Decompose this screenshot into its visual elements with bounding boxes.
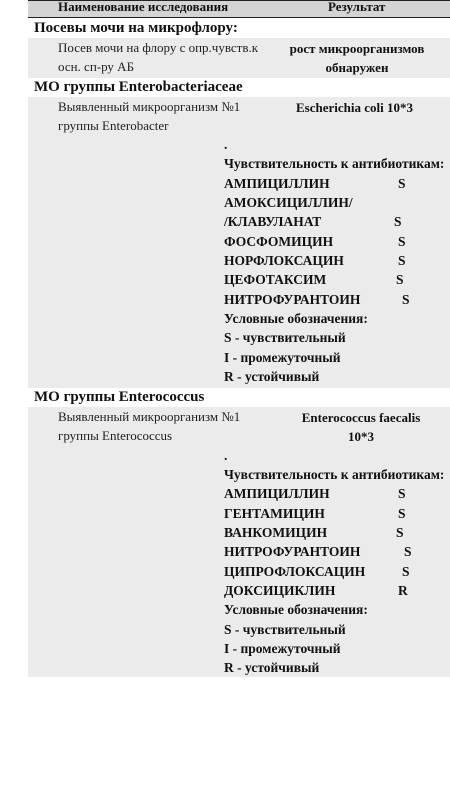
antibiotic-value: S: [402, 292, 410, 307]
antibiotic-name: АМОКСИЦИЛЛИН/: [224, 195, 353, 210]
section-title-enterococcus: МО группы Enterococcus: [28, 388, 450, 407]
antibiotic-value: S: [398, 506, 406, 521]
urine-culture-row: [28, 38, 450, 78]
antibiotic-value: S: [404, 544, 412, 559]
antibiotic-value: S: [398, 253, 406, 268]
column-header-result: Результат: [328, 0, 386, 14]
legend-item: S - чувствительный: [224, 622, 346, 637]
antibiotic-value: S: [396, 525, 404, 540]
antibiotic-name: ВАНКОМИЦИН: [224, 525, 328, 540]
antibiotic-value: S: [398, 486, 406, 501]
column-header-name: Наименование исследования: [58, 0, 229, 14]
organism-label-line: группы Enterococcus: [58, 428, 173, 443]
test-name-line: Посев мочи на флору с опр.чувств.к: [58, 40, 259, 55]
antibiotic-name: ЦЕФОТАКСИМ: [224, 272, 327, 287]
antibiotic-name: ДОКСИЦИКЛИН: [224, 583, 336, 598]
antibiotic-value: S: [402, 564, 410, 579]
antibiotic-name: АМПИЦИЛЛИН: [224, 486, 330, 501]
organism-label-line: Выявленный микроорганизм №1: [58, 99, 241, 114]
separator-dot: .: [224, 448, 228, 463]
organism-result: 10*3: [348, 429, 374, 444]
antibiotic-name: /КЛАВУЛАНАТ: [224, 214, 322, 229]
antibiotic-value: R: [398, 583, 408, 598]
antibiotic-name: НОРФЛОКСАЦИН: [224, 253, 344, 268]
organism-result: Enterococcus faecalis: [301, 410, 421, 425]
section-title-urine-culture: Посевы мочи на микрофлору:: [28, 19, 450, 38]
enterobacteriaceae-block: [28, 97, 450, 388]
legend-item: R - устойчивый: [224, 660, 320, 675]
organism-result: Escherichia coli 10*3: [296, 100, 413, 115]
test-name-line: осн. сп-ру АБ: [58, 59, 135, 74]
legend-item: I - промежуточный: [224, 350, 341, 365]
antibiotic-name: НИТРОФУРАНТОИН: [224, 292, 361, 307]
legend-title: Условные обозначения:: [224, 311, 368, 326]
antibiotic-name: НИТРОФУРАНТОИН: [224, 544, 361, 559]
legend-item: I - промежуточный: [224, 641, 341, 656]
test-result-line: рост микроорганизмов: [289, 41, 425, 56]
sensitivity-title: Чувствительность к антибиотикам:: [224, 467, 445, 482]
legend-title: Условные обозначения:: [224, 602, 368, 617]
antibiotic-name: ЦИПРОФЛОКСАЦИН: [224, 564, 366, 579]
test-result-line: обнаружен: [325, 60, 389, 75]
legend-item: S - чувствительный: [224, 330, 346, 345]
antibiotic-name: АМПИЦИЛЛИН: [224, 176, 330, 191]
legend-item: R - устойчивый: [224, 369, 320, 384]
organism-label-line: группы Enterobacter: [58, 118, 169, 133]
antibiotic-name: ГЕНТАМИЦИН: [224, 506, 325, 521]
antibiotic-value: S: [394, 214, 402, 229]
antibiotic-value: S: [398, 234, 406, 249]
antibiotic-value: S: [396, 272, 404, 287]
table-header: [28, 0, 450, 18]
separator-dot: .: [224, 137, 228, 152]
section-title-enterobacteriaceae: МО группы Enterobacteriaceae: [28, 78, 450, 97]
antibiotic-value: S: [398, 176, 406, 191]
organism-label-line: Выявленный микроорганизм №1: [58, 409, 241, 424]
antibiotic-name: ФОСФОМИЦИН: [224, 234, 334, 249]
sensitivity-title: Чувствительность к антибиотикам:: [224, 156, 445, 171]
enterococcus-block: [28, 407, 450, 677]
